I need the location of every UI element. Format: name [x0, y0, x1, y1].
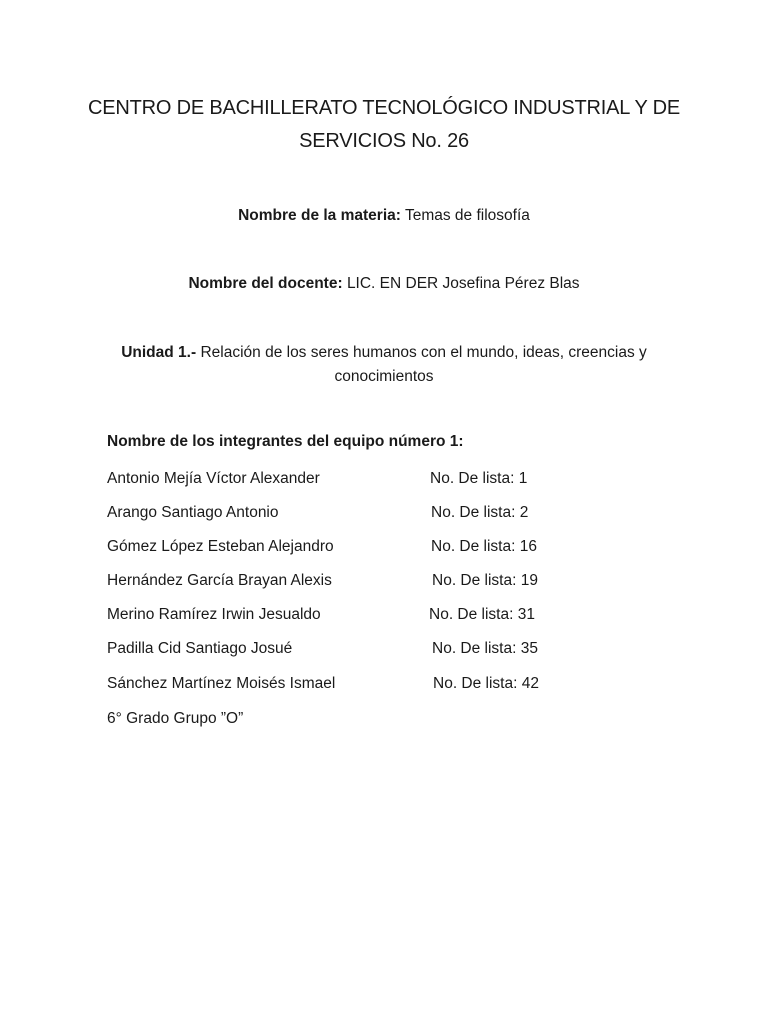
member-list-number: No. De lista: 19	[432, 572, 538, 589]
member-name: Arango Santiago Antonio	[107, 504, 279, 521]
member-list-number: No. De lista: 35	[432, 640, 538, 657]
member-name: Padilla Cid Santiago Josué	[107, 640, 293, 657]
member-row	[107, 535, 627, 559]
subject-line	[90, 204, 678, 228]
grade-group: 6° Grado Grupo ”O”	[107, 710, 244, 727]
member-row	[107, 501, 627, 525]
member-name: Gómez López Esteban Alejandro	[107, 538, 334, 555]
member-row	[107, 603, 627, 627]
member-list-number: No. De lista: 1	[430, 470, 528, 487]
member-name: Antonio Mejía Víctor Alexander	[107, 470, 320, 487]
member-name: Merino Ramírez Irwin Jesualdo	[107, 606, 321, 623]
teacher-value: LIC. EN DER Josefina Pérez Blas	[346, 275, 580, 292]
unit-line-1	[90, 341, 678, 365]
member-list-number: No. De lista: 31	[429, 606, 535, 623]
teacher-line	[90, 272, 678, 296]
unit-paragraph	[90, 341, 678, 389]
school-title	[80, 92, 688, 158]
member-list-number: No. De lista: 16	[431, 538, 537, 555]
team-heading: Nombre de los integrantes del equipo número 1:	[107, 433, 464, 450]
unit-label: Unidad 1.-	[121, 344, 197, 361]
member-name: Hernández García Brayan Alexis	[107, 572, 332, 589]
unit-value-line-1: Relación de los seres humanos con el mundo, ideas, creencias y	[200, 344, 647, 361]
member-row	[107, 569, 627, 593]
teacher-label: Nombre del docente:	[188, 275, 343, 292]
member-name: Sánchez Martínez Moisés Ismael	[107, 675, 336, 692]
subject-value: Temas de filosofía	[404, 207, 530, 224]
unit-value-line-2: conocimientos	[334, 368, 434, 385]
member-row	[107, 637, 627, 661]
school-title-line-1: CENTRO DE BACHILLERATO TECNOLÓGICO INDUSTRIAL Y DE	[88, 97, 680, 119]
member-list-number: No. De lista: 42	[433, 675, 539, 692]
member-list-number: No. De lista: 2	[431, 504, 529, 521]
member-row	[107, 467, 627, 491]
school-title-line-2: SERVICIOS No. 26	[299, 130, 469, 152]
member-row	[107, 672, 627, 696]
subject-label: Nombre de la materia:	[238, 207, 401, 224]
